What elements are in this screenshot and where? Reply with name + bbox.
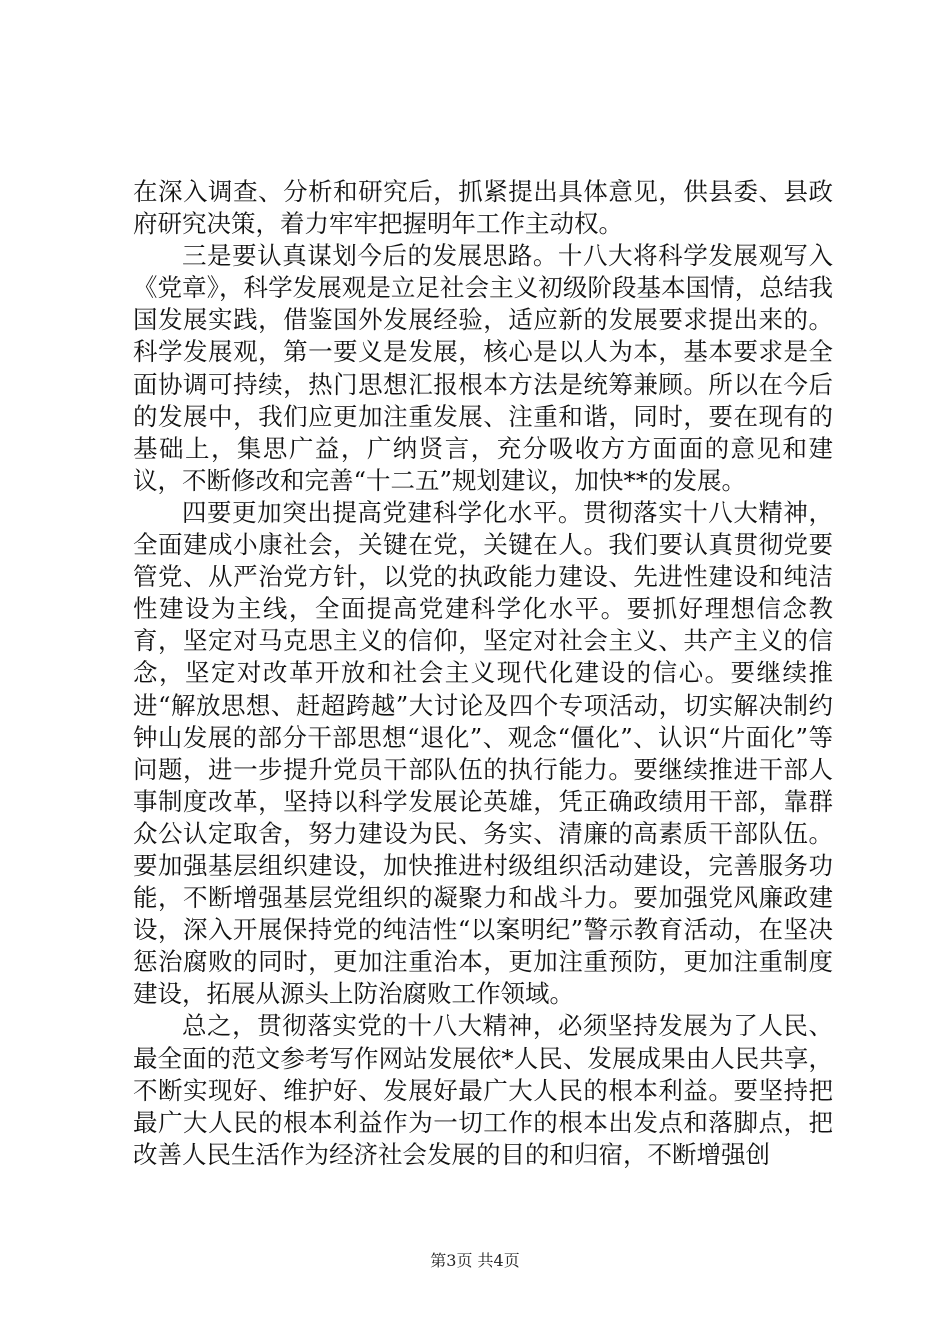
paragraph-continuation: 在深入调查、分析和研究后，抓紧提出具体意见，供县委、县政府研究决策，着力牢牢把握明年工作主动权。: [133, 177, 833, 239]
page-number-footer: 第3页 共4页: [430, 1251, 520, 1270]
paragraph-party-building: 四要更加突出提高党建科学化水平。贯彻落实十八大精神，全面建成小康社会，关键在党，关键在人。我们要认真贯彻党要管党、从严治党方针，以党的执政能力建设、先进性建设和纯洁性建设为主线，全面提高党建科学化水平。要抓好理想信念教育，坚定对马克思主义的信仰，坚定对社会主义、共产主义的信念，坚定对改革开放和社会主义现代化建设的信心。要继续推进“解放思想、赶超跨越”大讨论及四个专项活动，切实解决制约钟山发展的部分干部思想“退化”、观念“僵化”、认识“片面化”等问题，进一步提升党员干部队伍的执行能力。要继续推进干部人事制度改革，坚持以科学发展论英雄，凭正确政绩用干部，靠群众公认定取舍，努力建设为民、务实、清廉的高素质干部队伍。要加强基层组织建设，加快推进村级组织活动建设，完善服务功能，不断增强基层党组织的凝聚力和战斗力。要加强党风廉政建设，深入开展保持党的纯洁性“以案明纪”警示教育活动，在坚决惩治腐败的同时，更加注重治本，更加注重预防，更加注重制度建设，拓展从源头上防治腐败工作领域。: [133, 497, 833, 1009]
paragraph-summary: 总之，贯彻落实党的十八大精神，必须坚持发展为了人民、最全面的范文参考写作网站发展依*人民、发展成果由人民共享，不断实现好、维护好、发展好最广大人民的根本利益。要坚持把最广大人民的根本利益作为一切工作的根本出发点和落脚点，把改善人民生活作为经济社会发展的目的和归宿，不断增强创: [133, 1011, 833, 1169]
document-body: [133, 176, 833, 1171]
paragraph-development-thinking: 三是要认真谋划今后的发展思路。十八大将科学发展观写入《党章》，科学发展观是立足社会主义初级阶段基本国情，总结我国发展实践，借鉴国外发展经验，适应新的发展要求提出来的。科学发展观，第一要义是发展，核心是以人为本，基本要求是全面协调可持续，热门思想汇报根本方法是统筹兼顾。所以在今后的发展中，我们应更加注重发展、注重和谐，同时，要在现有的基础上，集思广益，广纳贤言，充分吸收方方面面的意见和建议，不断修改和完善“十二五”规划建议，加快**的发展。: [133, 241, 833, 495]
